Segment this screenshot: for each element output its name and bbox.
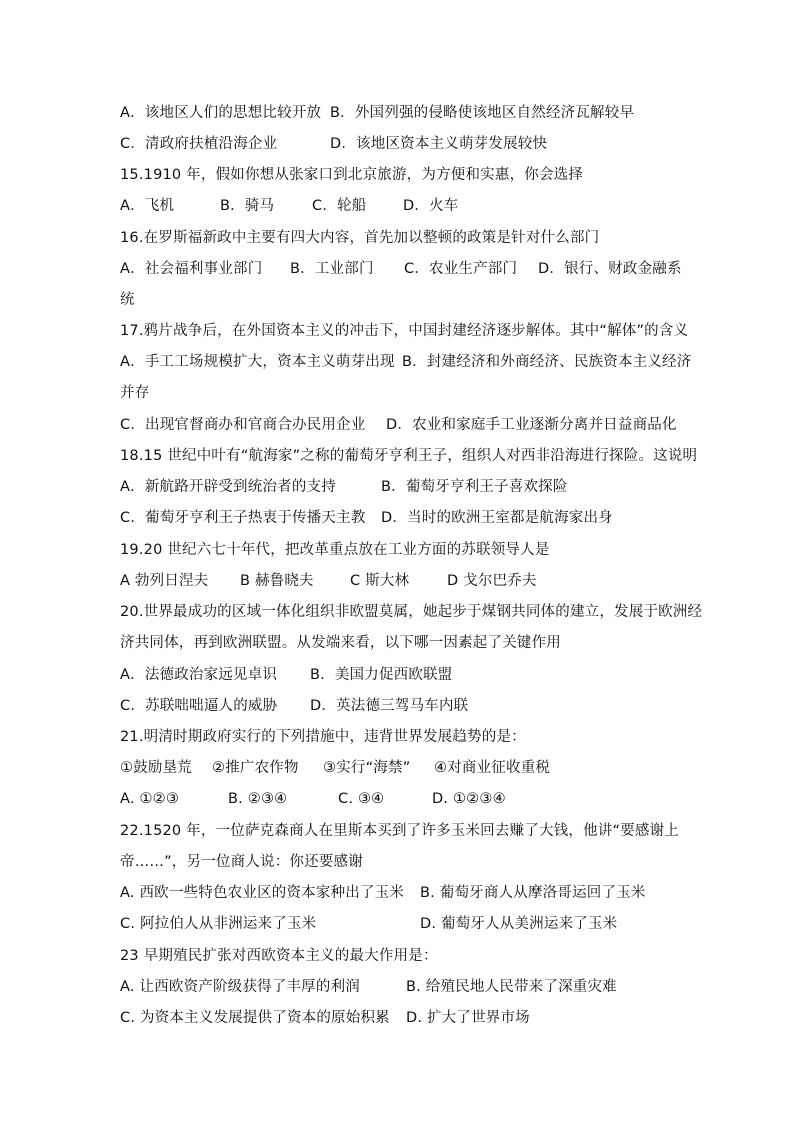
answer-option: D．当时的欧洲王室都是航海家出身: [381, 510, 613, 526]
answer-option: A．该地区人们的思想比较开放: [120, 105, 322, 121]
answer-option: D．银行、财政金融系: [538, 261, 682, 277]
question-stem: 帝……”，另一位商人说：你还要感谢: [120, 854, 363, 870]
question-stem: 21.明清时期政府实行的下列措施中，违背世界发展趋势的是：: [120, 729, 526, 745]
answer-option: D．该地区资本主义萌芽发展较快: [330, 136, 548, 152]
question-stem: 19.20 世纪六七十年代，把改革重点放在工业方面的苏联领导人是: [120, 542, 550, 558]
answer-option: B．美国力促西欧联盟: [310, 667, 453, 683]
answer-option: A．法德政治家远见卓识: [120, 667, 278, 683]
answer-option: C. ③④: [338, 791, 385, 807]
answer-option: D．农业和家庭手工业逐渐分离并日益商品化: [386, 417, 677, 433]
answer-option: A．飞机: [120, 198, 175, 214]
answer-option: C．出现官督商办和官商合办民用企业: [120, 417, 366, 433]
answer-option: B．骑马: [220, 198, 275, 214]
answer-option: ①鼓励垦荒: [120, 760, 192, 776]
answer-option: B．工业部门: [290, 261, 374, 277]
answer-option: C．清政府扶植沿海企业: [120, 136, 278, 152]
answer-option: A．社会福利事业部门: [120, 261, 263, 277]
question-stem: 23 早期殖民扩张对西欧资本主义的最大作用是：: [120, 948, 438, 964]
answer-option: B 赫鲁晓夫: [240, 573, 314, 589]
answer-option: D. 扩大了世界市场: [406, 1010, 530, 1026]
answer-option: A. ①②③: [120, 791, 180, 807]
answer-option: C．轮船: [312, 198, 367, 214]
answer-option: C. 阿拉伯人从非洲运来了玉米: [120, 916, 317, 932]
question-stem: 18.15 世纪中叶有“航海家”之称的葡萄牙亨利王子，组织人对西非沿海进行探险。这说明: [120, 448, 698, 464]
answer-option: ④对商业征收重税: [434, 760, 551, 776]
question-stem: 22.1520 年，一位萨克森商人在里斯本买到了许多玉米回去赚了大钱，他讲“要感谢上: [120, 823, 679, 839]
answer-option: B. 葡萄牙商人从摩洛哥运回了玉米: [420, 885, 646, 901]
answer-option: B．葡萄牙亨利王子喜欢探险: [381, 479, 568, 495]
answer-option: A. 让西欧资产阶级获得了丰厚的利润: [120, 979, 360, 995]
question-stem: 20.世界最成功的区域一体化组织非欧盟莫属，她起步于煤钢共同体的建立，发展于欧洲经: [120, 604, 703, 620]
answer-option: C．农业生产部门: [404, 261, 518, 277]
answer-option: A. 西欧一些特色农业区的资本家种出了玉米: [120, 885, 405, 901]
answer-option: A．手工工场规模扩大，资本主义萌芽出现: [120, 354, 395, 370]
answer-option: D. ①②③④: [432, 791, 506, 807]
answer-option: ③实行“海禁”: [323, 760, 411, 776]
answer-option: A 勃列日涅夫: [120, 573, 209, 589]
answer-option: B．外国列强的侵略使该地区自然经济瓦解较早: [330, 105, 635, 121]
question-stem: 统: [120, 292, 135, 308]
answer-option: D 戈尔巴乔夫: [447, 573, 537, 589]
question-stem: 15.1910 年，假如你想从张家口到北京旅游，为方便和实惠，你会选择: [120, 167, 584, 183]
answer-option: B．封建经济和外商经济、民族资本主义经济: [402, 354, 692, 370]
answer-option: C．苏联咄咄逼人的威胁: [120, 698, 278, 714]
answer-option: C. 为资本主义发展提供了资本的原始积累: [120, 1010, 390, 1026]
answer-option: A．新航路开辟受到统治者的支持: [120, 479, 336, 495]
answer-option: C 斯大林: [350, 573, 410, 589]
answer-option: D．火车: [403, 198, 459, 214]
answer-option: C．葡萄牙亨利王子热衷于传播天主教: [120, 510, 366, 526]
question-stem: 济共同体，再到欧洲联盟。从发端来看，以下哪一因素起了关键作用: [120, 635, 561, 651]
answer-option: D. 葡萄牙人从美洲运来了玉米: [420, 916, 618, 932]
question-stem: 并存: [120, 385, 150, 401]
question-stem: 17.鸦片战争后，在外国资本主义的冲击下，中国封建经济逐步解体。其中“解体”的含义: [120, 323, 689, 339]
question-stem: 16.在罗斯福新政中主要有四大内容，首先加以整顿的政策是针对什么部门: [120, 230, 600, 246]
answer-option: ②推广农作物: [212, 760, 299, 776]
answer-option: B. ②③④: [228, 791, 288, 807]
answer-option: B. 给殖民地人民带来了深重灾难: [406, 979, 617, 995]
answer-option: D．英法德三驾马车内联: [310, 698, 469, 714]
